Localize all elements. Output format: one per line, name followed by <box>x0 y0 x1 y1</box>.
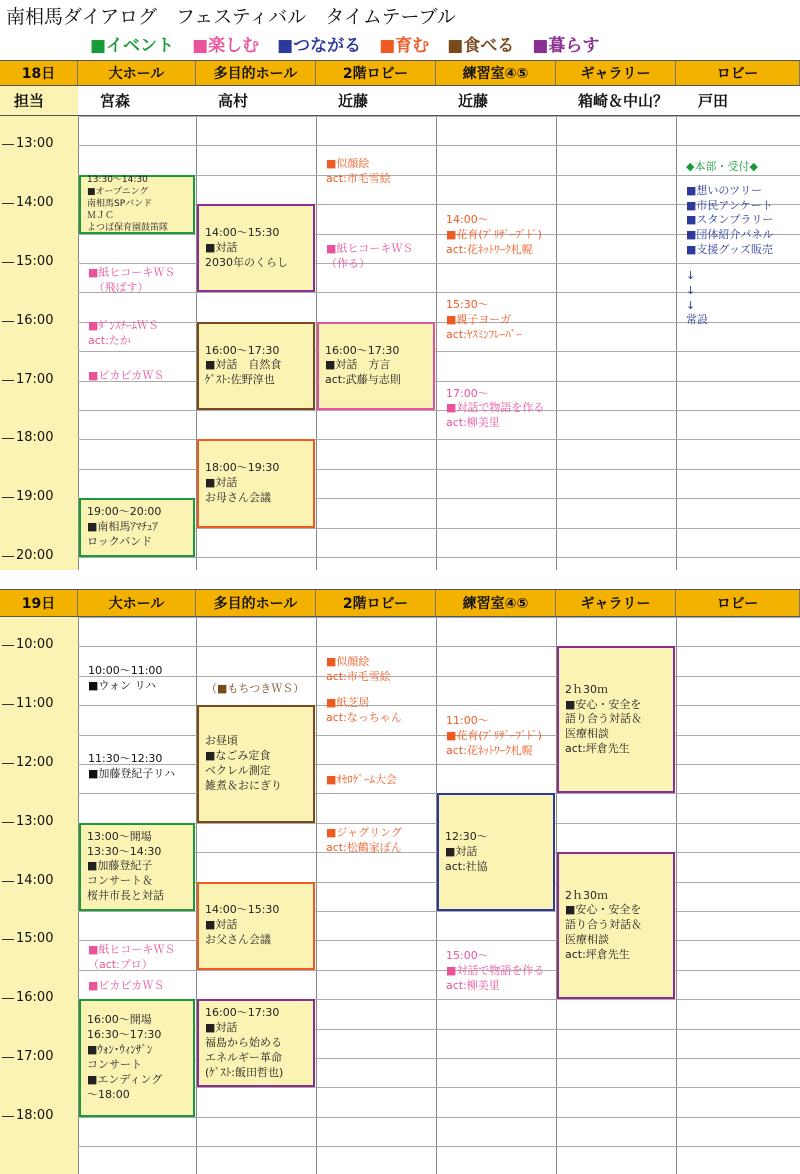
timetable-event: 13:30～14:30 ■オープニング 南相馬SPバンド ＭＪＣ よつば保育園鼓笛隊 <box>79 175 195 234</box>
timetable-event: ■ｵｾﾛｹﾞｰﾑ大会 <box>326 772 397 786</box>
timetable-event: ■似顔絵 act:市毛雪絵 <box>326 655 391 684</box>
venue-header: 大ホール <box>78 590 196 616</box>
column-divider <box>676 116 677 570</box>
time-label: 18:00 <box>16 1107 54 1123</box>
timetable-event: お昼頃 ■なごみ定食 ベクレル測定 雑煮＆おにぎり <box>197 705 315 823</box>
column-divider <box>676 617 677 1174</box>
legend-item: ■暮らす <box>532 35 600 56</box>
staff-label: 担当 <box>0 86 78 115</box>
timetable-event: ■ジャグリング act:松鶴家ぽん <box>326 825 402 854</box>
timetable-event: ■ﾀﾞﾝｽﾁｰﾑＷＳ act:たか <box>88 318 159 347</box>
column-divider <box>436 116 437 570</box>
day-label: 18日 <box>0 61 78 85</box>
timetable-event: ↓ ↓ ↓ 常設 <box>686 268 708 327</box>
timetable-event: 11:30～12:30 ■加藤登紀子リハ <box>88 752 176 781</box>
grid-line <box>78 617 800 618</box>
day-label: 19日 <box>0 590 78 616</box>
timetable-event: 16:00～開場 16:30～17:30 ■ｳｫﾝ･ｳｨﾝｻﾞﾝ コンサート ■エンディング ～18:00 <box>79 999 195 1117</box>
staff-name: 近藤 <box>458 92 489 110</box>
venue-header: 練習室④⑤ <box>436 590 556 616</box>
staff-name: 近藤 <box>338 92 369 110</box>
timetable-event: 17:00～ ■対話で物語を作る act:柳美里 <box>446 386 545 430</box>
legend-item: ■育む <box>379 35 430 56</box>
grid-line <box>78 145 800 146</box>
time-label: 14:00 <box>16 195 54 211</box>
timetable-event: 15:30～ ■親子ヨーガ act:ﾔｽﾐﾝﾌﾚｰﾊﾞｰ <box>446 298 522 342</box>
timetable-event: 10:00～11:00 ■ウォン リハ <box>88 664 163 692</box>
column-divider <box>316 617 317 1174</box>
grid-line <box>78 911 800 912</box>
timetable-event: ■紙ヒコーキＷＳ （act:プロ） <box>88 943 176 972</box>
timetable-event: ■紙ヒコーキＷＳ （作る） <box>326 242 414 271</box>
time-label: 11:00 <box>16 696 54 712</box>
grid-line <box>78 381 800 382</box>
venue-header-row <box>0 60 800 86</box>
staff-row <box>0 86 800 116</box>
timetable-event: 18:00～19:30 ■対話 お母さん会議 <box>197 439 315 527</box>
grid-line <box>78 970 800 971</box>
venue-header-row <box>0 589 800 617</box>
legend-item: ■食べる <box>447 35 515 56</box>
timetable-event: 13:00～開場 13:30～14:30 ■加藤登紀子 コンサート＆ 桜井市長と対話 <box>79 823 195 911</box>
grid-line <box>78 410 800 411</box>
venue-header: 練習室④⑤ <box>436 61 556 85</box>
venue-header: ロビー <box>676 61 800 85</box>
timetable-event: 2ｈ30ｍ ■安心・安全を 語り合う対話＆ 医療相談 act:坪倉先生 <box>557 852 675 999</box>
page-title: 南相馬ダイアログ フェスティバル タイムテーブル <box>6 6 456 28</box>
venue-header: 多目的ホール <box>196 61 316 85</box>
venue-header: 多目的ホール <box>196 590 316 616</box>
grid-line <box>78 557 800 558</box>
time-label: 15:00 <box>16 254 54 269</box>
timetable-event: 14:00～ ■花育(ﾌﾟﾘｻﾞｰﾌﾞﾄﾞ) act:花ﾈｯﾄﾜｰｸ札幌 <box>446 213 542 256</box>
time-label: 17:00 <box>16 1049 54 1064</box>
timetable-event: ◆本部・受付◆ <box>686 160 758 174</box>
time-label: 15:00 <box>16 931 54 947</box>
timetable-event: 2ｈ30ｍ ■安心・安全を 語り合う対話＆ 医療相談 act:坪倉先生 <box>557 646 675 793</box>
legend-item: ■イベント <box>90 35 175 56</box>
grid-line <box>78 1117 800 1118</box>
grid-line <box>78 646 800 647</box>
time-label: 16:00 <box>16 312 54 328</box>
grid-line <box>78 263 800 264</box>
time-label: 10:00 <box>16 637 54 653</box>
timetable-event: ■想いのツリー ■市民アンケート ■スタンプラリー ■団体紹介パネル ■支援グッズ販売 <box>686 183 774 257</box>
staff-name: 戸田 <box>698 92 729 110</box>
grid-line <box>78 940 800 941</box>
grid-line <box>78 116 800 117</box>
time-label: 13:00 <box>16 813 54 829</box>
venue-header: 2階ロビー <box>316 590 436 616</box>
timetable-event: ■紙芝居 act:なっちゃん <box>326 696 402 725</box>
time-label: 16:00 <box>16 990 54 1006</box>
timetable-event: ■紙ヒコーキＷＳ （飛ばす） <box>88 266 176 294</box>
timetable-event: 19:00～20:00 ■南相馬ｱﾏﾁｭｱ ロックバンド <box>79 498 195 557</box>
column-divider <box>556 116 557 570</box>
time-label: 13:00 <box>16 136 54 152</box>
staff-name: 箱崎＆中山？ <box>578 92 669 110</box>
time-label: 17:00 <box>16 371 54 387</box>
timetable-event: 12:30～ ■対話 act:社協 <box>437 793 555 911</box>
venue-header: ロビー <box>676 590 800 616</box>
grid-line <box>78 439 800 440</box>
time-label: 18:00 <box>16 430 54 446</box>
venue-header: 大ホール <box>78 61 196 85</box>
legend-item: ■楽しむ <box>192 35 260 56</box>
time-label: 19:00 <box>16 489 54 505</box>
staff-name: 宮森 <box>100 92 131 110</box>
timetable-event: （■もちつきＷＳ） <box>206 681 305 695</box>
venue-header: ギャラリー <box>556 590 676 616</box>
timetable-event: ■ピカピカＷＳ <box>88 368 165 382</box>
timetable-event: 16:00～17:30 ■対話 自然食 ｹﾞｽﾄ:佐野淳也 <box>197 322 315 410</box>
timetable-event: 14:00～15:30 ■対話 2030年のくらし <box>197 204 315 292</box>
timetable-event: ■似顔絵 act:市毛雪絵 <box>326 157 391 186</box>
grid-line <box>78 735 800 736</box>
timetable-event: 16:00～17:30 ■対話 方言 act:武藤与志則 <box>317 322 435 410</box>
legend-item: ■つながる <box>277 35 362 56</box>
grid-line <box>78 469 800 470</box>
timetable-event: 16:00～17:30 ■対話 福島から始める エネルギー革命 (ｹﾞｽﾄ:飯田哲也) <box>197 999 315 1087</box>
venue-header: ギャラリー <box>556 61 676 85</box>
category-legend <box>90 30 599 56</box>
timetable-event: 11:00～ ■花育(ﾌﾟﾘｻﾞｰﾌﾞﾄﾞ) act:花ﾈｯﾄﾜｰｸ札幌 <box>446 714 542 757</box>
staff-name: 高村 <box>218 92 249 110</box>
timetable-event: 15:00～ ■対話で物語を作る act:柳美里 <box>446 949 545 992</box>
grid-line <box>78 676 800 677</box>
grid-line <box>78 764 800 765</box>
timetable-event: ■ピカピカＷＳ <box>88 978 165 992</box>
grid-line <box>78 1146 800 1147</box>
grid-line <box>78 351 800 352</box>
time-label: 12:00 <box>16 755 54 770</box>
time-label: 14:00 <box>16 872 54 888</box>
time-label: 20:00 <box>16 548 54 563</box>
timetable-event: 14:00～15:30 ■対話 お父さん会議 <box>197 882 315 970</box>
venue-header: 2階ロビー <box>316 61 436 85</box>
grid-line <box>78 705 800 706</box>
